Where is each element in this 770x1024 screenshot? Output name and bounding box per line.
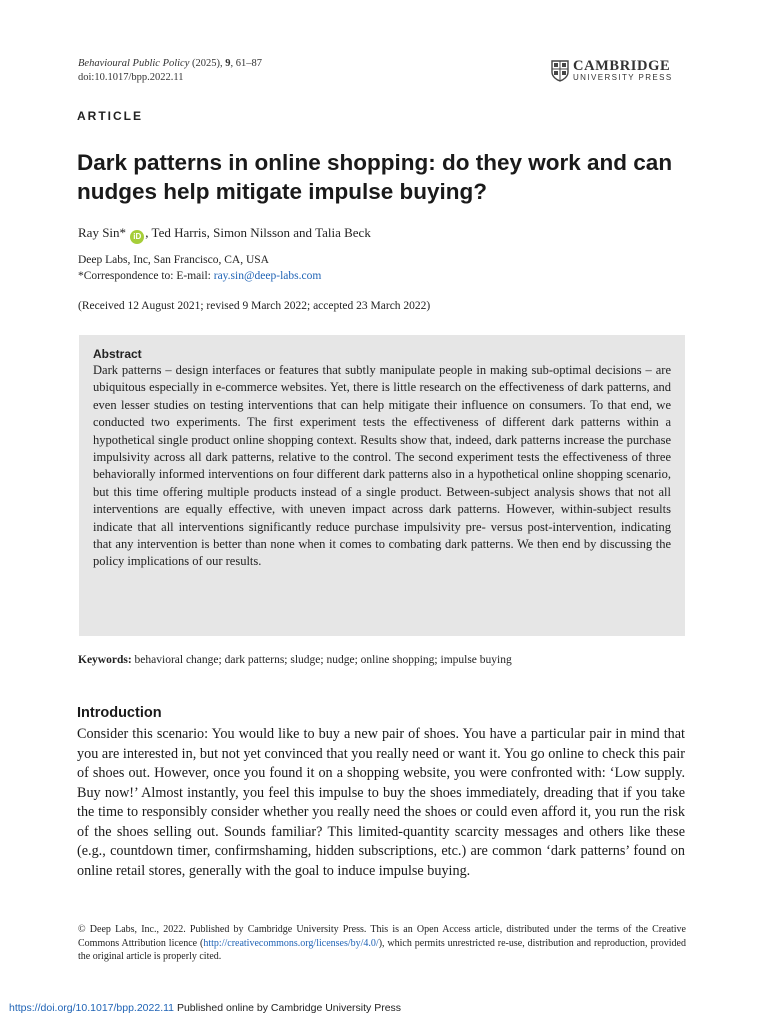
author-rest: , Ted Harris, Simon Nilsson and Talia Beck <box>145 225 371 240</box>
shield-icon <box>551 60 569 82</box>
email-link[interactable]: ray.sin@deep-labs.com <box>213 270 322 282</box>
license-text-after: ), which permits unrestricted re-use, distribution and reproduction, provided the original article is properly cited. <box>78 937 686 962</box>
orcid-icon[interactable]: iD <box>130 230 144 244</box>
introduction-text: Consider this scenario: You would like to buy a new pair of shoes. You have a particular pair in mind that you are interested in, but not yet convinced that you really need or want it. You go online to check this pair of shoes out. However, once you found it on a shopping website, you were confronted with: ‘Low supply. Buy now!’ Almost instantly, you feel this impulse to buy the shoes immediately, dreading that if you take the time to responsibly consider whether you really need the shoes or could even afford it, you run the risk of the shoes selling out. Sounds familiar? This limited-quantity scarcity messages and others like these (e.g., countdown timer, confirmshaming, hidden subscriptions, etc.) are common ‘dark patterns’ found on online retail stores, generally with the goal to induce impulse buying. <box>77 726 685 879</box>
correspondence-prefix: *Correspondence to: E-mail: <box>78 270 214 282</box>
journal-volume: 9 <box>225 58 231 69</box>
abstract-text: Dark patterns – design interfaces or features that subtly manipulate people in making sub-optimal decisions – are ubiquitous especially in e-commerce websites. Yet, there is little research on the effectiveness of dark patterns, and even lesser studies on testing interventions that can help mitigate their influence on consumers. To that end, we conducted two experiments. The first experiment tests the effectiveness of different dark patterns within a hypothetical single product online shopping context. Results show that, indeed, dark patterns increase the purchase impulsivity across all dark patterns, relative to the control. The second experiment tests the effectiveness of three behaviorally informed interventions on four different dark patterns also in a hypothetical online shopping scenario, but this time offering multiple products instead of a single product. Between-subject analysis shows that not all interventions are equally effective, with uneven impact across dark patterns. However, within-subject results indicate that all interventions significantly reduce purchase impulsivity pre- versus post-intervention, indicating that any intervention is better than none when it comes to combating dark patterns. We then end by discussing the policy implications of our results. <box>93 363 671 569</box>
affiliation: Deep Labs, Inc, San Francisco, CA, USA <box>78 254 269 266</box>
journal-pages: , 61–87 <box>230 58 263 69</box>
license-notice <box>78 923 686 964</box>
journal-year: (2025), <box>192 58 223 69</box>
received-dates: (Received 12 August 2021; revised 9 March 2022; accepted 23 March 2022) <box>78 300 431 312</box>
license-text-before: © Deep Labs, Inc., 2022. Published by Cambridge University Press. This is an Open Access article, distributed under the terms of the Creative Commons Attribution licence ( <box>78 924 686 949</box>
journal-citation-line <box>78 57 262 71</box>
article-title: Dark patterns in online shopping: do they work and can nudges help mitigate impulse buying? <box>77 150 673 204</box>
journal-name: Behavioural Public Policy <box>78 58 190 69</box>
journal-citation <box>78 57 262 85</box>
introduction-heading: Introduction <box>77 705 162 721</box>
publisher-name: CAMBRIDGE <box>573 58 671 74</box>
page-footer <box>9 1002 401 1014</box>
publisher-subname: UNIVERSITY PRESS <box>573 73 673 82</box>
author-first: Ray Sin* <box>78 225 127 240</box>
keywords-label: Keywords: <box>78 654 132 666</box>
publisher-logo <box>551 58 687 84</box>
keywords <box>78 654 512 666</box>
author-list <box>78 225 371 244</box>
journal-doi: doi:10.1017/bpp.2022.11 <box>78 72 184 83</box>
abstract-box <box>79 335 685 636</box>
published-online-text: Published online by Cambridge University Press <box>174 1002 402 1014</box>
correspondence <box>78 269 321 284</box>
license-link[interactable]: http://creativecommons.org/licenses/by/4.0/ <box>203 937 379 949</box>
doi-link[interactable]: https://doi.org/10.1017/bpp.2022.11 <box>9 1002 175 1014</box>
keywords-list: behavioral change; dark patterns; sludge; nudge; online shopping; impulse buying <box>134 654 512 666</box>
abstract-heading: Abstract <box>93 347 142 361</box>
article-type-label: ARTICLE <box>77 109 143 123</box>
